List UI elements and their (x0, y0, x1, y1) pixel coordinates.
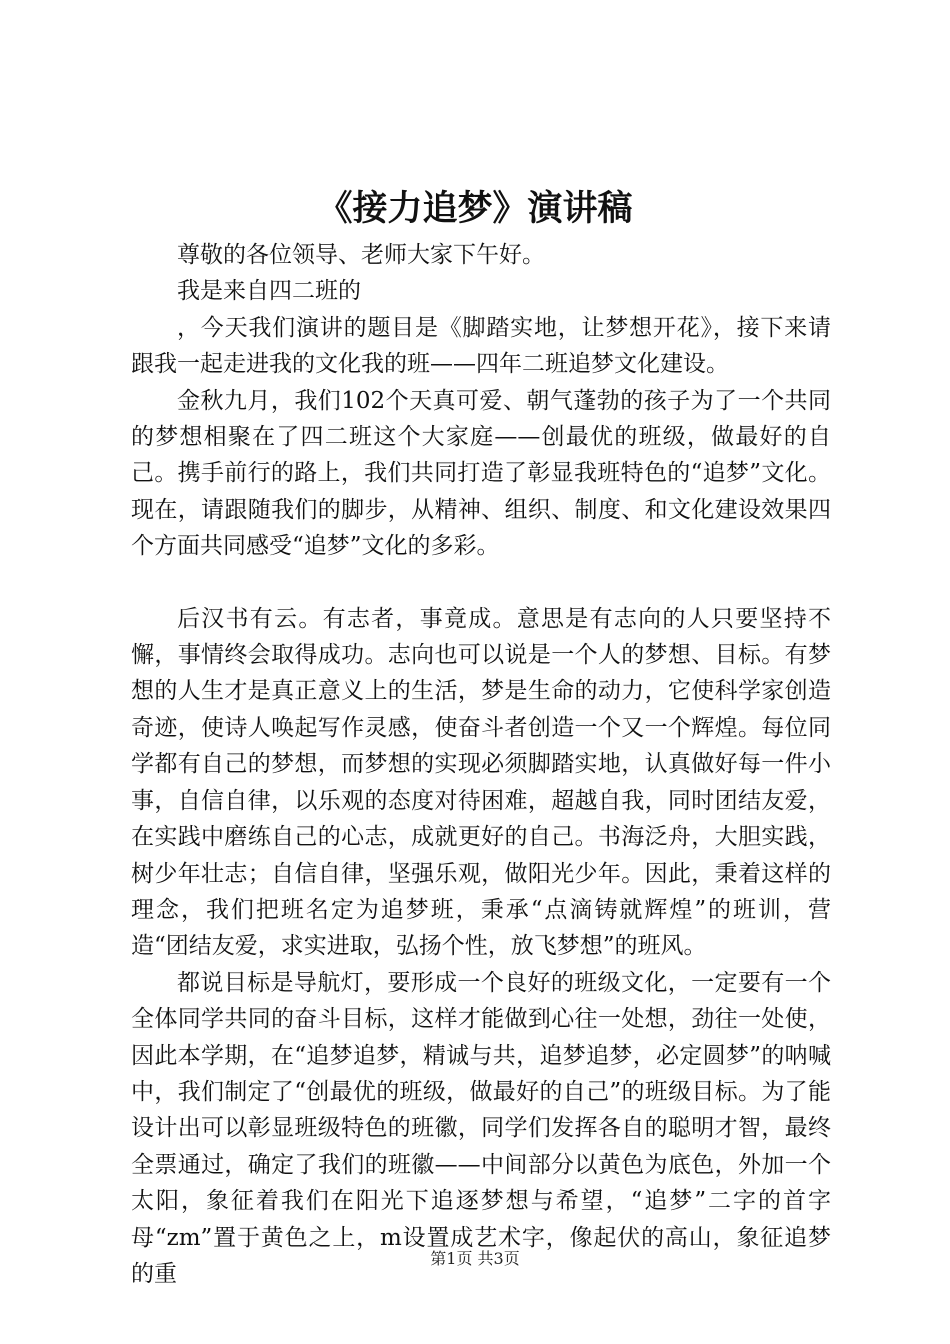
paragraph-topic: ，今天我们演讲的题目是《脚踏实地，让梦想开花》，接下来请跟我一起走进我的文化我的班——四年二班追梦文化建设。 (131, 314, 831, 378)
paragraph-ambition: 后汉书有云。有志者，事竟成。意思是有志向的人只要坚持不懈，事情终会取得成功。志向也可以说是一个人的梦想、目标。有梦想的人生才是真正意义上的生活，梦是生命的动力，它使科学家创造奇迹，使诗人唤起写作灵感，使奋斗者创造一个又一个辉煌。每位同学都有自己的梦想，而梦想的实现必须脚踏实地，认真做好每一件小事，自信自律，以乐观的态度对待困难，超越自我，同时团结友爱，在实践中磨练自己的心志，成就更好的自己。书海泛舟，大胆实践，树少年壮志；自信自律，坚强乐观，做阳光少年。因此，秉着这样的理念，我们把班名定为追梦班，秉承“点滴铸就辉煌”的班训，营造“团结友爱，求实进取，弘扬个性，放飞梦想”的班风。 (131, 605, 831, 960)
paragraph-intro: 我是来自四二班的 (177, 278, 361, 305)
document-body (131, 237, 831, 1292)
paragraph-spacer (131, 565, 831, 601)
paragraph-september: 金秋九月，我们102个天真可爱、朝气蓬勃的孩子为了一个共同的梦想相聚在了四二班这个大家庭——创最优的班级，做最好的自己。携手前行的路上，我们共同打造了彰显我班特色的“追梦”文化。现在，请跟随我们的脚步，从精神、组织、制度、和文化建设效果四个方面共同感受“追梦”文化的多彩。 (131, 387, 831, 560)
page-title: 《接力追梦》演讲稿 (317, 188, 633, 229)
paragraph-greeting: 尊敬的各位领导、老师大家下午好。 (177, 242, 545, 268)
page-footer: 第1页 共3页 (430, 1249, 520, 1268)
paragraph-goal: 都说目标是导航灯，要形成一个良好的班级文化，一定要有一个全体同学共同的奋斗目标，这样才能做到心往一处想，劲往一处使，因此本学期，在“追梦追梦，精诚与共，追梦追梦，必定圆梦”的呐喊中，我们制定了“创最优的班级，做最好的自己”的班级目标。为了能设计出可以彰显班级特色的班徽，同学们发挥各自的聪明才智，最终全票通过，确定了我们的班徽——中间部分以黄色为底色，外加一个太阳，象征着我们在阳光下追逐梦想与希望，“追梦”二字的首字母“zm”置于黄色之上，m设置成艺术字，像起伏的高山，象征追梦的重 (131, 969, 831, 1287)
